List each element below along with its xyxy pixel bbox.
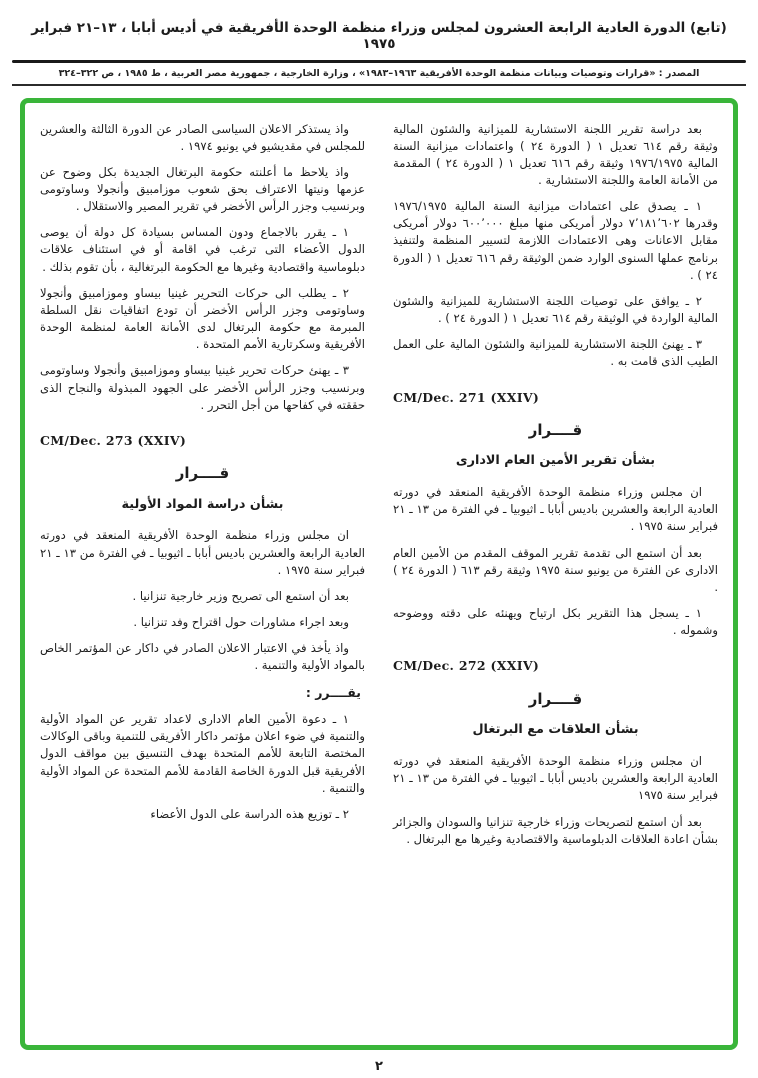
paragraph: بعد أن استمع لتصريحات وزراء خارجية تنزانيا والسودان والجزائر بشأن اعادة العلاقات الدبلوماسية والاقتصادية وغيرها مع البرتغال . — [393, 814, 718, 846]
paragraph: ان مجلس وزراء منظمة الوحدة الأفريقية المنعقد في دورته العادية الرابعة والعشرين باديس أبابا ـ اثيوبيا ـ في الفترة من ١٣ ـ ٢١ فبراير سنة ١٩٧٥ — [393, 754, 718, 803]
paragraph: واذ يأخذ في الاعتبار الاعلان الصادر في داكار عن المؤتمر الخاص بالمواد الأولية والتنمية . — [40, 641, 365, 673]
paragraph: ٢ ـ يطلب الى حركات التحرير غينيا بيساو وموزامبيق وأنجولا وساوتومى وجزر الرأس الأخضر أن تودع اتفاقيات نقل السلطة المبرمة مع حكومة البرتغال لدى الأمانة العامة لمنظمة الوحدة الأفريقية وسكرتارية الأمم المتحدة . — [40, 285, 365, 352]
resolution-title: قــــرار — [528, 421, 583, 440]
resolution-id: CM/Dec. 272 (XXIV) — [393, 658, 540, 674]
paragraph: بعد دراسة تقرير اللجنة الاستشارية للميزانية والشئون المالية وثيقة رقم ٦١٤ تعديل ١ ( الدورة ٢٤ ) واعتمادات ميزانية السنة المالية ١٩٧٦/١٩٧٥ وثيقة رقم ٦١٦ تعديل ١ ( الدورة ٢٤ ) المقدمة من الأمانة العامة واللجنة الاستشارية . — [393, 121, 718, 187]
source-citation: المصدر : «قرارات وتوصيات وبيانات منظمة الوحدة الأفريقية ١٩٦٣–١٩٨٣» ، وزارة الخارجية ، جمهورية مصر العربية ، ط ١٩٨٥ ، ص ٣٢٢–٣٢٤ — [58, 68, 700, 79]
resolution-id: CM/Dec. 273 (XXIV) — [40, 432, 187, 448]
resolution-id: CM/Dec. 271 (XXIV) — [393, 389, 540, 405]
paragraph: ١ ـ يسجل هذا التقرير بكل ارتياح ويهنئه على دقته ووضوحه وشموله . — [393, 606, 718, 638]
paragraph: ٢ ـ توزيع هذه الدراسة على الدول الأعضاء — [150, 806, 349, 821]
paragraph: ١ ـ يصدق على اعتمادات ميزانية السنة المالية ١٩٧٦/١٩٧٥ وقدرها ٧٬١٨١٬٦٠٢ دولار أمريكى منها مبلغ ٦٠٠٬٠٠٠ دولار أمريكى مقابل الاعانات وهى الاعتمادات اللازمة لتسيير المنظمة ولتنفيذ برنامج عملها السنوى الوارد ضمن الوثيقة رقم ٦١٦ تعديل ١ ( الدورة ٢٤ ) . — [393, 199, 718, 282]
paragraph: وبعد اجراء مشاورات حول اقتراح وفد تنزانيا . — [133, 615, 349, 630]
paragraph: ٢ ـ يوافق على توصيات اللجنة الاستشارية للميزانية والشئون المالية الواردة في الوثيقة رقم ٦١٤ تعديل ١ ( الدورة ٢٤ ) . — [393, 293, 718, 326]
paragraph: ٣ ـ يهنئ اللجنة الاستشارية للميزانية والشئون المالية على العمل الطيب الذى قامت به . — [393, 337, 718, 369]
resolution-title: قــــرار — [528, 689, 583, 708]
column-left — [40, 121, 365, 1035]
decision-lead: يقــــرر : — [305, 684, 361, 700]
resolution-subject: بشأن تقرير الأمين العام الادارى — [455, 453, 656, 469]
paragraph: بعد أن استمع الى تقدمة تقرير الموقف المقدم من الأمين العام الادارى عن الفترة من يونيو سنة ١٩٧٥ وثيقة رقم ٦١٣ ( الدورة ٢٤ ) . — [393, 545, 718, 594]
paragraph: ١ ـ دعوة الأمين العام الادارى لاعداد تقرير عن المواد الأولية والتنمية في ضوء اعلان مؤتمر داكار الأفريقى للتنمية وباقى الوكالات المختصة التابعة للأمم المتحدة بهدف التنسيق بين مواقف الدول الأفريقية قبل الدورة الخاصة القادمة للأمم المتحدة عن المواد الأولية والتنمية . — [40, 712, 365, 795]
paragraph: ان مجلس وزراء منظمة الوحدة الأفريقية المنعقد في دورته العادية الرابعة والعشرين باديس أبابا ـ اثيوبيا ـ في الفترة من ١٣ ـ ٢١ فبراير سنة ١٩٧٥ . — [393, 485, 718, 534]
text-columns — [40, 121, 718, 1035]
page-number: ٢ — [375, 1058, 383, 1074]
document-title: (تابع) الدورة العادية الرابعة العشرون لمجلس وزراء منظمة الوحدة الأفريقية في أديس أبابا ، ١٣–٢١ فبراير ١٩٧٥ — [31, 20, 727, 52]
column-right — [393, 121, 718, 1035]
paragraph: ٣ ـ يهنئ حركات تحرير غينيا بيساو وموزامبيق وأنجولا وساوتومى وبرنسيب وجزر الرأس الأخضر على الجهود المبذولة والنجاح الذى حققته في كفاحها من أجل التحرر . — [40, 363, 365, 412]
paragraph: واذ يلاحظ ما أعلنته حكومة البرتغال الجديدة بكل وضوح عن عزمها ونيتها الاعتراف بحق شعوب موزامبيق وأنجولا وساوتومى وبرنسيب وجزر الرأس الأخضر في تقرير المصير والاستقلال . — [40, 164, 365, 214]
paragraph: بعد أن استمع الى تصريح وزير خارجية تنزانيا . — [132, 588, 349, 603]
resolution-subject: بشأن العلاقات مع البرتغال — [472, 722, 639, 738]
paragraph: ان مجلس وزراء منظمة الوحدة الأفريقية المنعقد في دورته العادية الرابعة والعشرين باديس أبابا ـ اثيوبيا ـ في الفترة من ١٣ ـ ٢١ فبراير سنة ١٩٧٥ . — [40, 528, 365, 577]
header-divider-bottom — [12, 84, 746, 86]
page-header — [10, 12, 748, 86]
paragraph: ١ ـ يقرر بالاجماع ودون المساس بسيادة كل دولة أن يوصى الدول الأعضاء التى ترغب في اقامة أو في استئناف علاقات دبلوماسية واقتصادية وغيرها مع الحكومة البرتغالية ، بأن تقوم بذلك . — [40, 225, 365, 274]
paragraph: واذ يستذكر الاعلان السياسى الصادر عن الدورة الثالثة والعشرين للمجلس في مقديشيو في يونيو ١٩٧٤ . — [40, 121, 365, 153]
content-frame — [20, 98, 738, 1050]
resolution-subject: بشأن دراسة المواد الأولية — [121, 496, 284, 512]
resolution-title: قــــرار — [175, 464, 230, 483]
